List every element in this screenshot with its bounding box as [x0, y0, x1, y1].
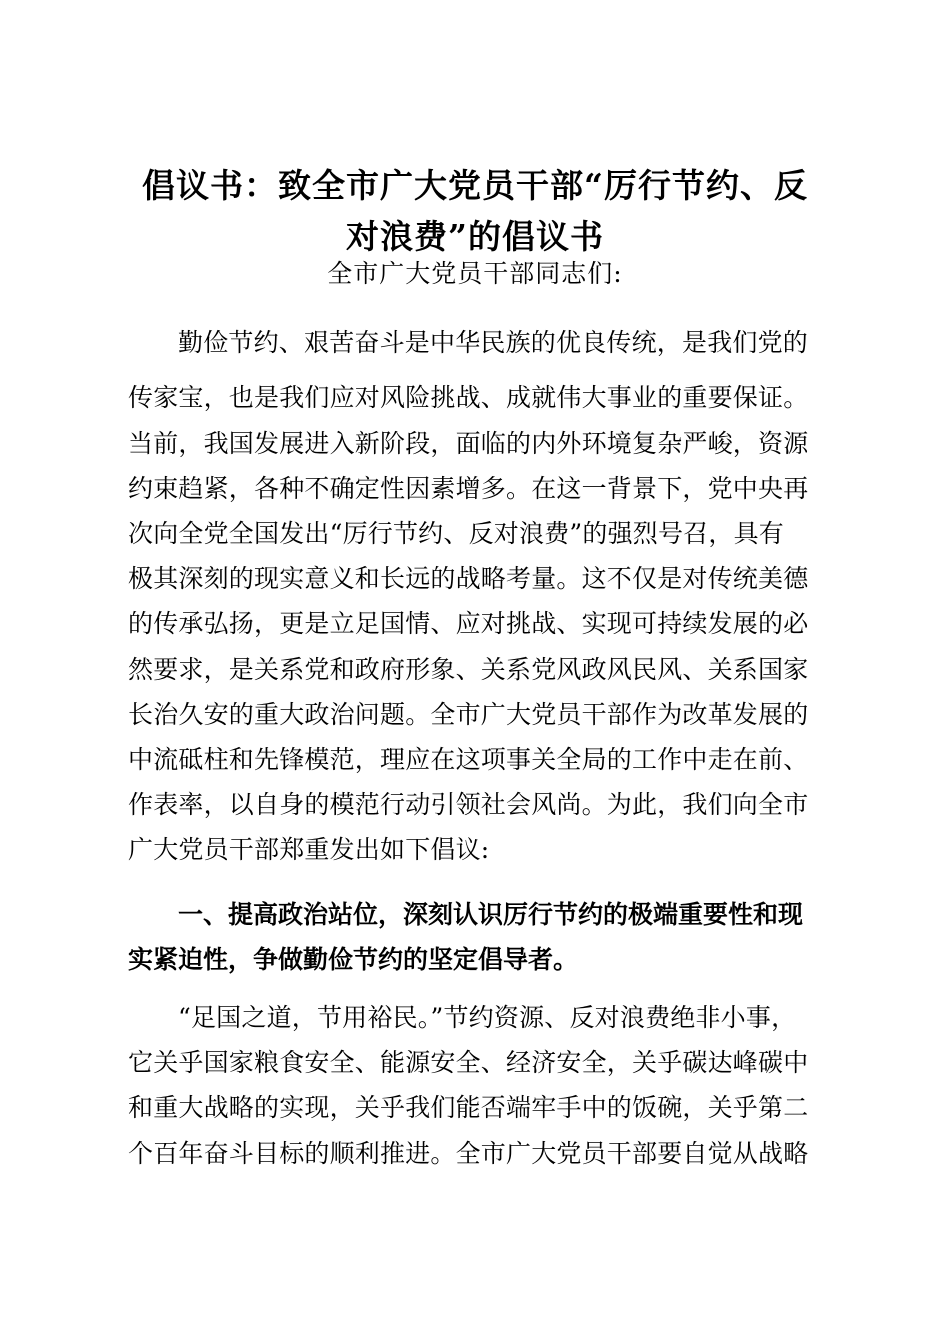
document-title: [120, 160, 830, 262]
paragraph-line: 次向全党全国发出“厉行节约、反对浪费”的强烈号召，具有: [128, 519, 784, 548]
paragraph-line: 作表率，以自身的模范行动引领社会风尚。为此，我们向全市: [128, 790, 809, 819]
paragraph-line: 和重大战略的实现，关乎我们能否端牢手中的饭碗，关乎第二: [128, 1093, 809, 1122]
heading-line: 实紧迫性，争做勤俭节约的坚定倡导者。: [128, 945, 579, 974]
paragraph-line: 它关乎国家粮食安全、能源安全、经济安全，关乎碳达峰碳中: [128, 1048, 809, 1077]
heading-line: 一、提高政治站位，深刻认识厉行节约的极端重要性和现: [178, 900, 804, 929]
title-line-2: 对浪费”的倡议书: [346, 217, 604, 256]
paragraph-line: 广大党员干部郑重发出如下倡议:: [128, 835, 490, 864]
paragraph-line: 约束趋紧，各种不确定性因素增多。在这一背景下，党中央再: [128, 474, 809, 503]
paragraph-line: 然要求，是关系党和政府形象、关系党风政风民风、关系国家: [128, 655, 809, 684]
paragraph-line: “足国之道，节用裕民。”节约资源、反对浪费绝非小事，: [178, 1003, 797, 1032]
paragraph-line: 中流砥柱和先锋模范，理应在这项事关全局的工作中走在前、: [128, 745, 809, 774]
paragraph-line: 当前，我国发展进入新阶段，面临的内外环境复杂严峻，资源: [128, 429, 809, 458]
paragraph-line: 的传承弘扬，更是立足国情、应对挑战、实现可持续发展的必: [128, 609, 809, 638]
paragraph-line: 传家宝，也是我们应对风险挑战、成就伟大事业的重要保证。: [128, 383, 809, 412]
paragraph-line: 勤俭节约、艰苦奋斗是中华民族的优良传统，是我们党的: [178, 328, 809, 357]
paragraph-line: 长治久安的重大政治问题。全市广大党员干部作为改革发展的: [128, 700, 809, 729]
paragraph-line: 个百年奋斗目标的顺利推进。全市广大党员干部要自觉从战略: [128, 1139, 809, 1168]
title-line-1: 倡议书：致全市广大党员干部“厉行节约、反: [142, 166, 808, 205]
salutation: 全市广大党员干部同志们:: [327, 259, 623, 288]
paragraph-line: 极其深刻的现实意义和长远的战略考量。这不仅是对传统美德: [128, 564, 809, 593]
